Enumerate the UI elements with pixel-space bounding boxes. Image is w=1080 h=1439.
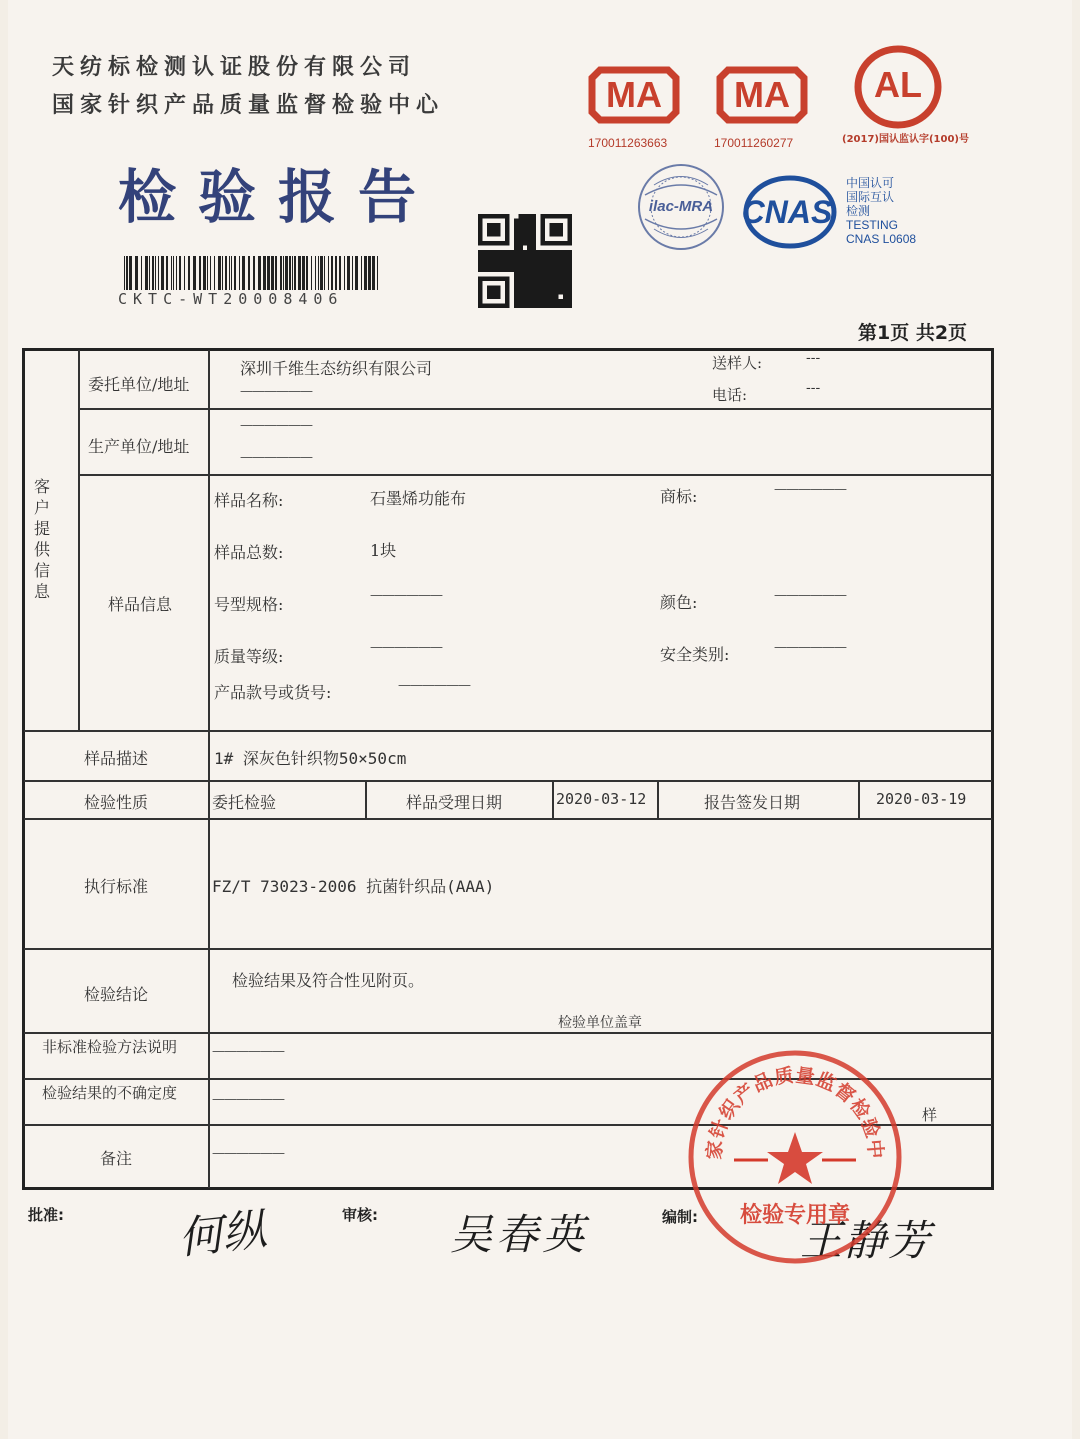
cnas-en-line: CNAS L0608 <box>846 232 917 246</box>
side-mark: 样 <box>922 1106 938 1124</box>
approve-label: 批准: <box>28 1206 64 1224</box>
barcode-number: CKTC-WT20008406 <box>118 290 344 308</box>
model-label: 号型规格: <box>214 595 284 614</box>
seal-stamp-icon <box>686 1048 904 1266</box>
seal-center-text: 检验专用章 <box>739 1203 850 1228</box>
sample-count-value: 1块 <box>370 541 397 560</box>
cma-label: MA <box>734 74 790 115</box>
standard-label: 执行标准 <box>84 877 149 896</box>
cma-label: MA <box>606 74 662 115</box>
sender-label: 送样人: <box>712 354 763 372</box>
producer-name: —————— <box>240 418 312 433</box>
receive-date: 2020-03-12 <box>556 790 647 808</box>
sample-info-label: 样品信息 <box>108 595 173 614</box>
phone-label: 电话: <box>712 386 748 404</box>
client-info-group-label <box>32 476 52 602</box>
safety-value: —————— <box>774 640 846 655</box>
group-label-char: 提 <box>33 519 50 538</box>
page-indicator: 第1页 共2页 <box>858 322 968 344</box>
divider <box>24 1032 992 1034</box>
seal-ring-text: 家针织产品质量监督检验中 <box>703 1064 887 1161</box>
divider <box>78 474 992 476</box>
receive-date-label: 样品受理日期 <box>406 793 503 812</box>
color-value: —————— <box>774 588 846 603</box>
divider <box>24 730 992 732</box>
sample-count-label: 样品总数: <box>214 543 284 562</box>
cnas-text <box>846 176 916 246</box>
divider <box>24 818 992 820</box>
divider <box>78 408 992 410</box>
nature-value: 委托检验 <box>212 793 277 812</box>
group-label-char: 信 <box>33 561 50 580</box>
client-label: 委托单位/地址 <box>88 375 190 394</box>
compile-signature: 王静芳 <box>800 1216 933 1265</box>
divider <box>858 780 860 818</box>
grade-label: 质量等级: <box>214 647 284 666</box>
description-label: 样品描述 <box>84 749 149 768</box>
cnas-en-line: TESTING <box>846 218 899 232</box>
nonstandard-method-value: —————— <box>212 1044 284 1059</box>
cal-mark <box>852 44 944 130</box>
cal-number: (2017)国认监认字(100)号 <box>842 134 969 145</box>
cnas-cn-line: 中国认可 <box>846 176 895 190</box>
remark-label: 备注 <box>100 1149 133 1168</box>
product-no-value: —————— <box>398 678 470 693</box>
report-title: 检验报告 <box>118 163 439 231</box>
svg-text:国家针织产品质量监督检验中心 <box>686 1048 888 1160</box>
divider <box>24 948 992 950</box>
review-signature: 吴春英 <box>450 1210 589 1259</box>
compile-label: 编制: <box>662 1208 698 1226</box>
divider <box>78 350 80 730</box>
divider <box>552 780 554 818</box>
cma-mark-1 <box>586 62 682 132</box>
barcode-icon <box>124 256 380 290</box>
group-label-char: 息 <box>33 582 50 601</box>
sample-name-label: 样品名称: <box>214 491 284 510</box>
divider <box>24 780 992 782</box>
client-address: —————— <box>240 384 312 399</box>
seal-caption: 检验单位盖章 <box>558 1015 642 1031</box>
ilac-mark <box>634 160 728 254</box>
group-label-char: 客 <box>33 477 50 496</box>
organization-name: 天纺标检测认证股份有限公司 <box>52 55 417 80</box>
color-label: 颜色: <box>660 593 698 612</box>
nature-label: 检验性质 <box>84 793 149 812</box>
sample-name-value: 石墨烯功能布 <box>370 489 467 508</box>
cma-number-2: 170011260277 <box>714 136 794 150</box>
product-no-label: 产品款号或货号: <box>214 683 332 702</box>
cnas-cn-line: 国际互认 <box>846 190 895 204</box>
safety-label: 安全类别: <box>660 645 730 664</box>
nonstandard-method-label: 非标准检验方法说明 <box>42 1038 178 1056</box>
qr-code-icon <box>478 214 572 308</box>
grade-value: —————— <box>370 640 442 655</box>
model-value: —————— <box>370 588 442 603</box>
uncertainty-value: —————— <box>212 1092 284 1107</box>
cnas-mark <box>734 172 840 256</box>
trademark-value: —————— <box>774 482 846 497</box>
phone-value: --- <box>806 380 821 396</box>
cma-number-1: 170011263663 <box>588 136 668 150</box>
cal-label: AL <box>874 64 922 105</box>
producer-label: 生产单位/地址 <box>88 437 190 456</box>
review-label: 审核: <box>342 1206 378 1224</box>
cma-mark-2 <box>714 62 810 132</box>
approve-signature: 何纵 <box>176 1204 269 1265</box>
trademark-label: 商标: <box>660 487 698 506</box>
issue-date: 2020-03-19 <box>876 790 967 808</box>
producer-address: —————— <box>240 450 312 465</box>
organization-subname: 国家针织产品质量监督检验中心 <box>52 93 445 118</box>
remark-value: —————— <box>212 1146 284 1161</box>
sender-value: --- <box>806 350 821 366</box>
official-seal <box>686 1048 904 1266</box>
group-label-char: 供 <box>33 540 50 559</box>
divider <box>657 780 659 818</box>
ilac-label: ilac-MRA <box>648 198 714 215</box>
standard-value: FZ/T 73023-2006 抗菌针织品(AAA) <box>212 877 495 896</box>
divider <box>365 780 367 818</box>
uncertainty-label: 检验结果的不确定度 <box>42 1084 178 1102</box>
group-label-char: 户 <box>33 498 50 517</box>
cnas-label: CNAS <box>741 194 833 230</box>
cnas-cn-line: 检测 <box>846 204 871 218</box>
conclusion-value: 检验结果及符合性见附页。 <box>232 971 425 990</box>
conclusion-label: 检验结论 <box>84 985 149 1004</box>
client-name: 深圳千维生态纺织有限公司 <box>240 359 433 378</box>
issue-date-label: 报告签发日期 <box>704 793 801 812</box>
description-value: 1# 深灰色针织物50×50cm <box>214 749 407 768</box>
